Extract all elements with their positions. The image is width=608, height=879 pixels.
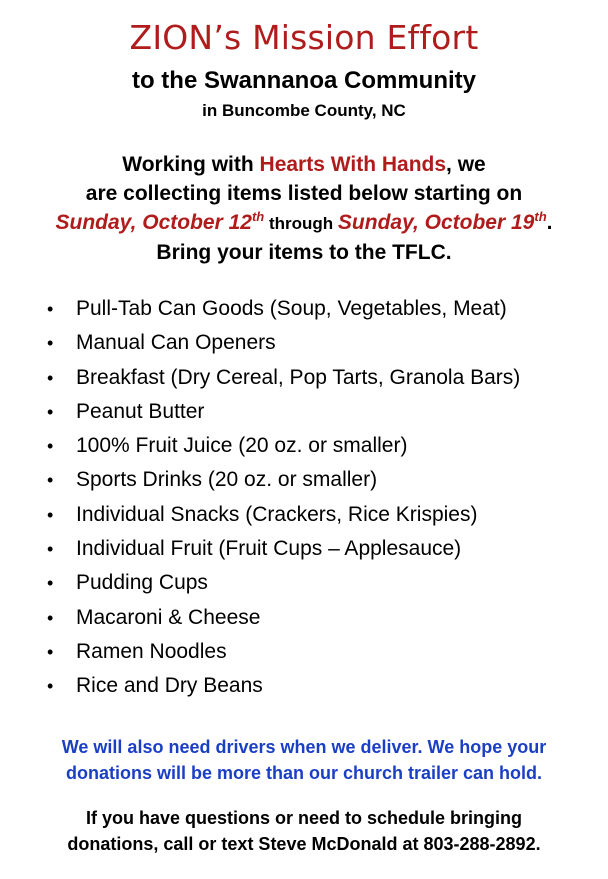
list-item: • Pudding Cups [47,566,520,600]
list-item: • Breakfast (Dry Cereal, Pop Tarts, Granola Bars) [47,361,520,395]
bullet-icon: • [47,539,54,560]
list-item: • Manual Can Openers [47,326,520,360]
list-item: • Macaroni & Cheese [47,601,520,635]
list-item: • Pull-Tab Can Goods (Soup, Vegetables, Meat) [47,292,520,326]
contact-info [0,805,608,857]
start-date: Sunday, October 12th [55,209,265,234]
flyer-subtitle: to the Swannanoa Community [131,67,476,94]
drivers-line-2: donations will be more than our church trailer can hold. [65,763,543,783]
intro-line-2: are collecting items listed below starting on [85,182,523,205]
bullet-icon: • [47,470,54,491]
flyer-location: in Buncombe County, NC [202,101,406,120]
contact-line-1: If you have questions or need to schedule bringing [85,808,523,828]
flyer-title: ZION’s Mission Effort [129,18,479,57]
bullet-icon: • [47,676,54,697]
intro-text: Working with [122,153,260,176]
bullet-icon: • [47,607,54,628]
list-item: • 100% Fruit Juice (20 oz. or smaller) [47,429,520,463]
list-item: • Ramen Noodles [47,635,520,669]
bullet-icon: • [47,641,54,662]
items-list [47,292,520,704]
intro-text: , we [446,153,486,176]
bullet-icon: • [47,436,54,457]
intro-line-4: Bring your items to the TFLC. [156,241,452,264]
period: . [546,211,553,234]
intro-line-1 [0,150,608,179]
bullet-icon: • [47,333,54,354]
bullet-icon: • [47,401,54,422]
list-item: • Rice and Dry Beans [47,669,520,703]
drivers-line-1: We will also need drivers when we deliver. We hope your [61,737,547,757]
end-date: Sunday, October 19th [337,209,547,234]
bullet-icon: • [47,299,54,319]
list-item: • Individual Snacks (Crackers, Rice Krispies) [47,498,520,532]
intro-paragraph [0,150,608,267]
list-item: • Sports Drinks (20 oz. or smaller) [47,463,520,497]
contact-line-2: donations, call or text Steve McDonald at 803-288-2892. [67,834,541,854]
drivers-notice [0,734,608,786]
bullet-icon: • [47,573,54,594]
bullet-icon: • [47,367,54,388]
through-text: through [264,214,338,233]
list-item: • Peanut Butter [47,395,520,429]
intro-line-3 [0,208,608,238]
list-item: • Individual Fruit (Fruit Cups – Applesauce) [47,532,520,566]
bullet-icon: • [47,504,54,525]
org-name: Hearts With Hands [259,153,447,176]
